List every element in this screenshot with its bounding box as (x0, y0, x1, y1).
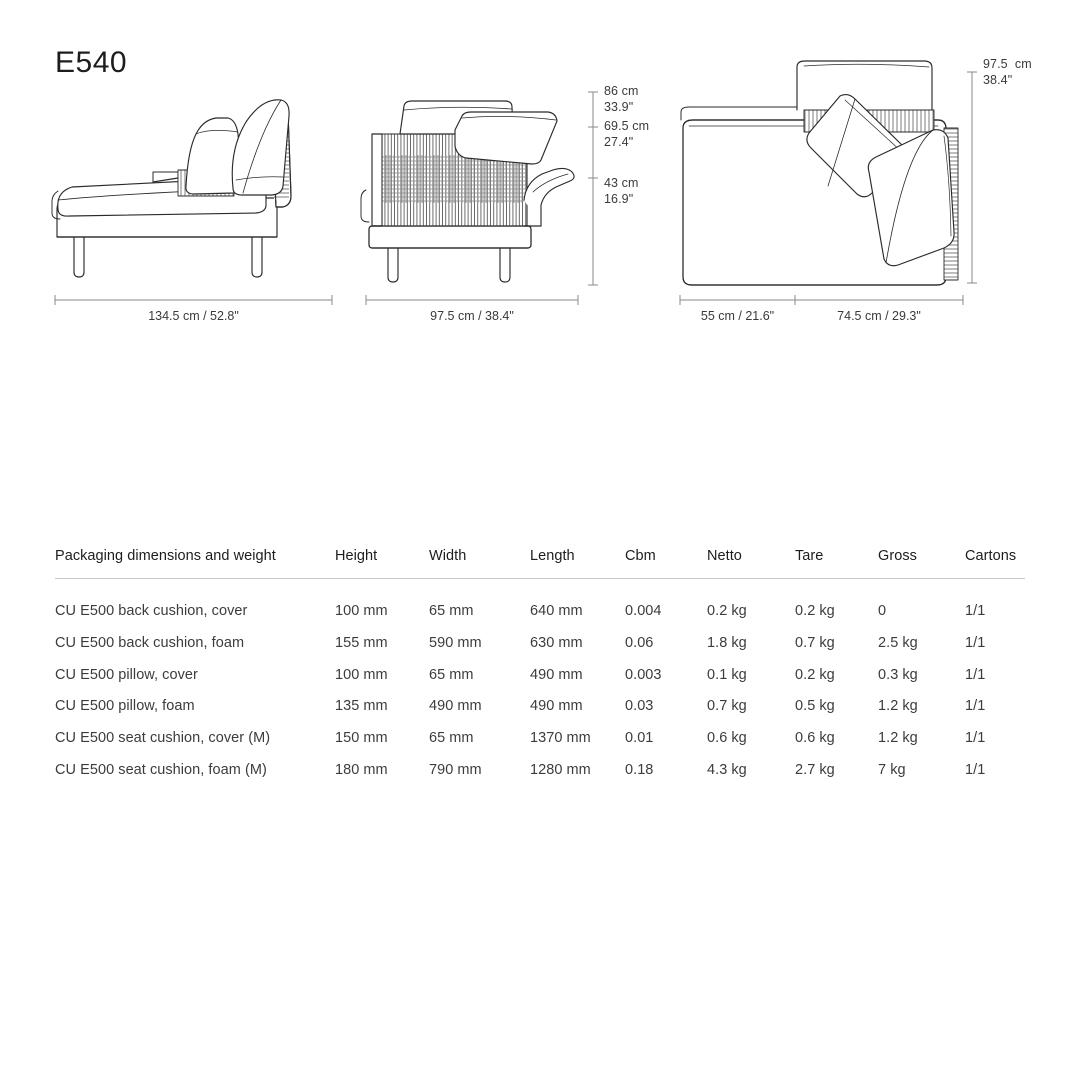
cell-name: CU E500 back cushion, foam (55, 634, 245, 651)
cell-name: CU E500 pillow, cover (55, 666, 198, 683)
cell-height: 135 mm (335, 698, 388, 715)
column-header-length: Length (530, 548, 575, 564)
cell-netto: 0.7 kg (707, 698, 747, 715)
table-row (55, 730, 1025, 762)
cell-cbm: 0.003 (625, 666, 662, 683)
cell-netto: 0.6 kg (707, 730, 747, 747)
column-header-width: Width (429, 548, 467, 564)
cell-gross: 0 (878, 603, 887, 619)
cell-cbm: 0.06 (625, 634, 654, 651)
cell-width: 590 mm (429, 634, 482, 651)
cell-netto: 4.3 kg (707, 761, 747, 778)
column-header-name: Packaging dimensions and weight (55, 548, 276, 564)
cell-cartons: 1/1 (965, 603, 986, 619)
cell-cbm: 0.01 (625, 730, 654, 747)
cell-length: 640 mm (530, 603, 583, 619)
cell-width: 65 mm (429, 730, 474, 747)
side-view-drawing (52, 100, 291, 277)
front-view-drawing (361, 101, 574, 282)
table-header-row (55, 548, 1025, 578)
cell-name: CU E500 seat cushion, cover (M) (55, 730, 271, 747)
page-title: E540 (55, 46, 128, 79)
cell-gross: 0.3 kg (878, 666, 918, 683)
table-row (55, 762, 1025, 794)
column-header-height: Height (335, 548, 378, 564)
cell-tare: 0.2 kg (795, 666, 835, 683)
width-dim-side-view: 134.5 cm / 52.8" (148, 309, 239, 323)
cell-tare: 2.7 kg (795, 761, 835, 778)
technical-drawings (0, 0, 1080, 340)
cell-height: 155 mm (335, 634, 388, 651)
cell-cartons: 1/1 (965, 666, 986, 683)
width-dim-top-view-1: 55 cm / 21.6" (700, 309, 775, 323)
cell-height: 180 mm (335, 761, 388, 778)
cell-height: 100 mm (335, 666, 388, 683)
cell-cbm: 0.03 (625, 698, 654, 715)
column-header-cartons: Cartons (965, 548, 1017, 564)
width-dim-front-view: 97.5 cm / 38.4" (430, 309, 514, 323)
top-view-drawing (681, 61, 958, 285)
cell-length: 490 mm (530, 698, 583, 715)
height-dim-69-5: 69.5 cm 27.4" (604, 119, 650, 149)
cell-netto: 0.2 kg (707, 603, 747, 619)
table-row (55, 603, 1025, 635)
cell-name: CU E500 back cushion, cover (55, 603, 248, 619)
table-row (55, 698, 1025, 730)
column-header-tare: Tare (795, 548, 824, 564)
cell-height: 100 mm (335, 603, 388, 619)
cell-tare: 0.5 kg (795, 698, 835, 715)
cell-netto: 1.8 kg (707, 634, 747, 651)
cell-height: 150 mm (335, 730, 388, 747)
cell-cartons: 1/1 (965, 730, 986, 747)
depth-dim-97-5: 97.5 cm 38.4" (983, 57, 1032, 87)
cell-length: 1370 mm (530, 730, 591, 747)
height-dim-43: 43 cm 16.9" (604, 176, 639, 206)
cell-netto: 0.1 kg (707, 666, 747, 683)
table-row (55, 667, 1025, 699)
cell-width: 790 mm (429, 761, 482, 778)
cell-name: CU E500 pillow, foam (55, 698, 195, 715)
cell-tare: 0.6 kg (795, 730, 835, 747)
width-dim-top-view-2: 74.5 cm / 29.3" (837, 309, 921, 323)
cell-gross: 1.2 kg (878, 730, 918, 747)
column-header-gross: Gross (878, 548, 917, 564)
cell-name: CU E500 seat cushion, foam (M) (55, 761, 267, 778)
table-header-divider (55, 578, 1025, 579)
cell-cbm: 0.18 (625, 761, 654, 778)
column-header-cbm: Cbm (625, 548, 656, 564)
cell-gross: 2.5 kg (878, 634, 918, 651)
table-row (55, 635, 1025, 667)
cell-width: 490 mm (429, 698, 482, 715)
height-dim-86: 86 cm 33.9" (604, 84, 639, 114)
cell-length: 490 mm (530, 666, 583, 683)
cell-gross: 7 kg (878, 761, 906, 778)
cell-cartons: 1/1 (965, 698, 986, 715)
cell-tare: 0.2 kg (795, 603, 835, 619)
table-body (55, 603, 1025, 794)
cell-width: 65 mm (429, 603, 474, 619)
cell-tare: 0.7 kg (795, 634, 835, 651)
cell-cartons: 1/1 (965, 634, 986, 651)
packaging-table (55, 548, 1025, 578)
column-header-netto: Netto (707, 548, 742, 564)
cell-gross: 1.2 kg (878, 698, 918, 715)
cell-cbm: 0.004 (625, 603, 662, 619)
cell-cartons: 1/1 (965, 761, 986, 778)
cell-width: 65 mm (429, 666, 474, 683)
cell-length: 1280 mm (530, 761, 591, 778)
cell-length: 630 mm (530, 634, 583, 651)
